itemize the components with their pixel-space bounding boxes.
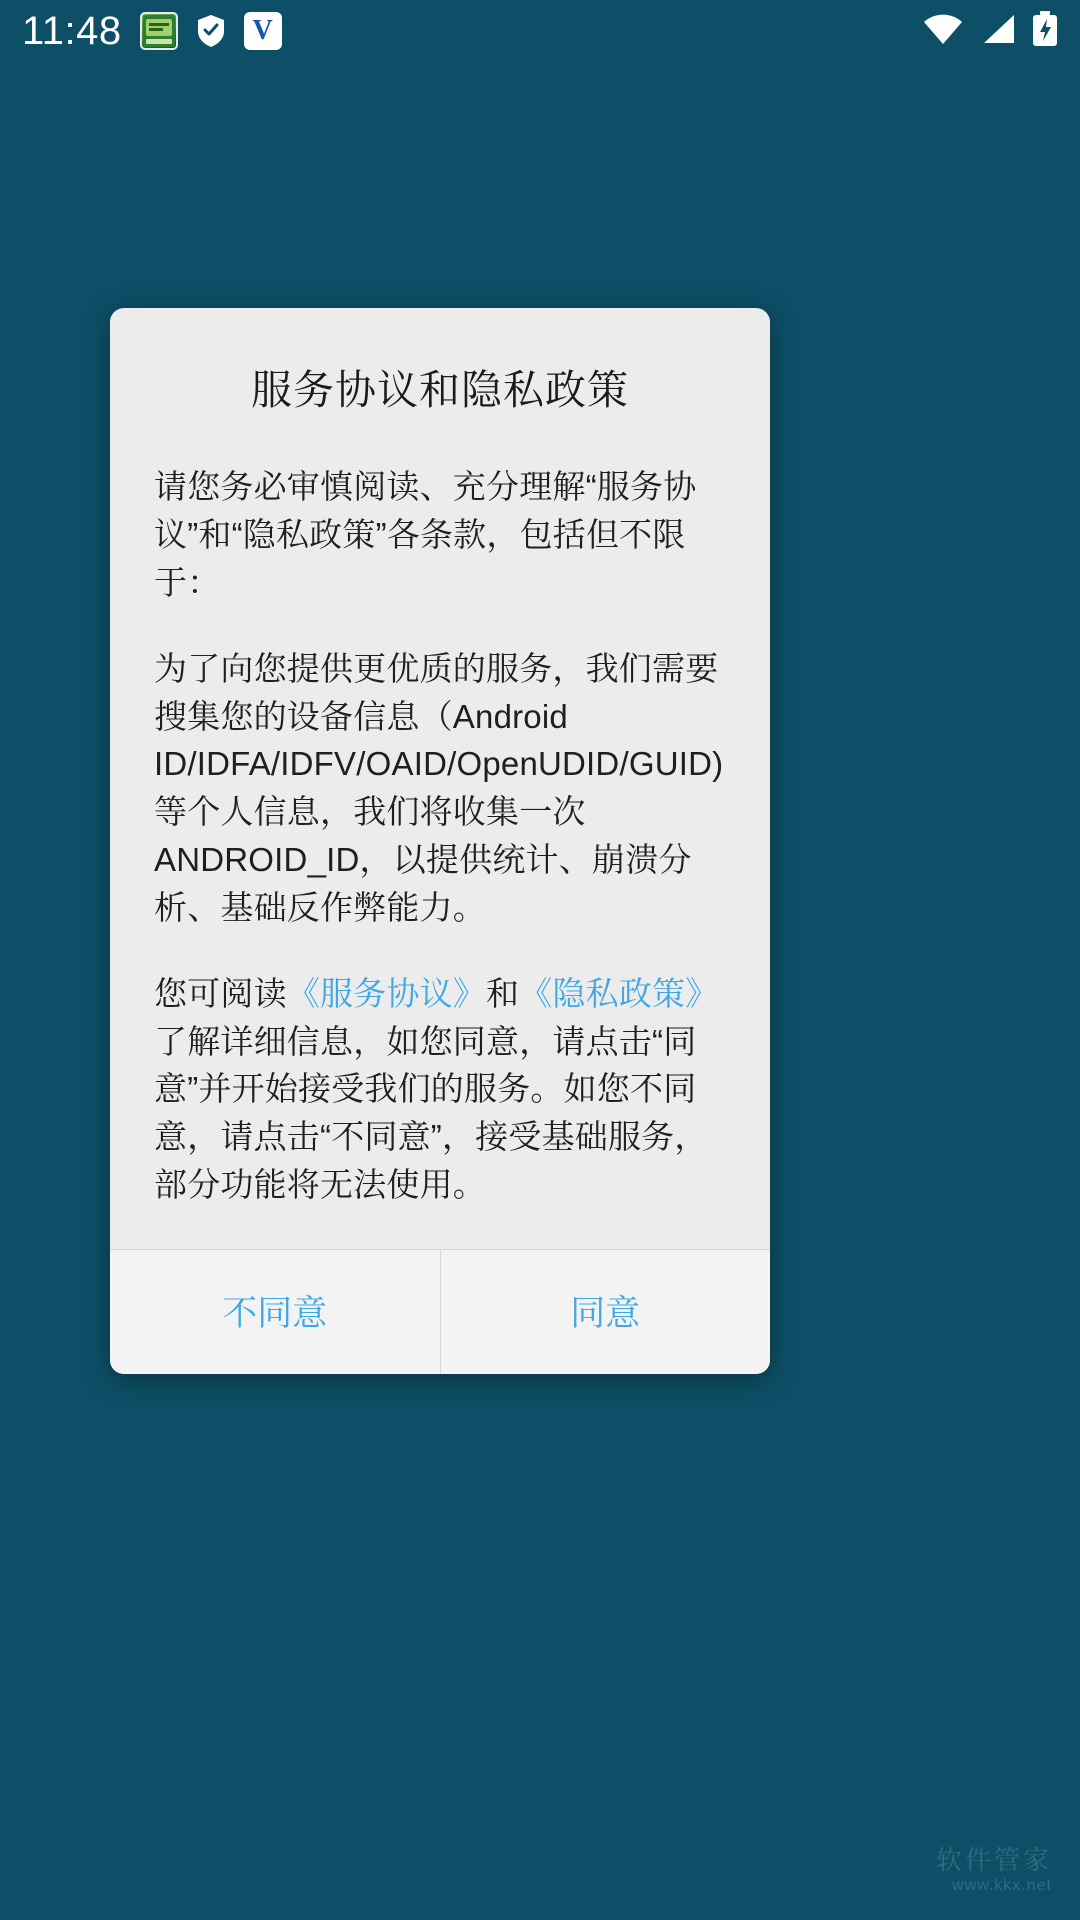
status-clock: 11:48: [22, 9, 122, 53]
paragraph-3-lead: 您可阅读: [154, 974, 287, 1012]
disagree-button[interactable]: 不同意: [110, 1250, 441, 1374]
v-app-icon: V: [244, 12, 282, 50]
privacy-policy-link[interactable]: 《隐私政策》: [519, 974, 719, 1012]
status-bar-system-icons: [922, 11, 1058, 52]
dialog-body: [110, 415, 770, 1249]
dialog-action-bar: [110, 1249, 770, 1374]
privacy-policy-dialog: [110, 308, 770, 1374]
dialog-paragraph-2: 为了向您提供更优质的服务，我们需要搜集您的设备信息（Android ID/IDFA/IDFV/OAID/OpenUDID/GUID)等个人信息，我们将收集一次ANDROID_ID，以提供统计、崩溃分析、基础反作弊能力。: [154, 649, 724, 926]
status-bar: [0, 0, 1080, 62]
watermark-sub-text: www.kkx.net: [952, 1877, 1052, 1894]
paragraph-3-conjunction: 和: [486, 974, 520, 1012]
watermark-main-text: 软件管家: [935, 1844, 1052, 1875]
dialog-paragraph-1: 请您务必审慎阅读、充分理解“服务协议”和“隐私政策”各条款，包括但不限于：: [154, 468, 697, 601]
cellular-signal-icon: [980, 13, 1016, 50]
battery-charging-icon: [1032, 11, 1058, 52]
dialog-title: 服务协议和隐私政策: [251, 367, 629, 413]
status-bar-notification-icons: [140, 12, 282, 50]
dialog-paragraph-3: [154, 970, 726, 1209]
agree-button[interactable]: 同意: [441, 1250, 771, 1374]
service-agreement-link[interactable]: 《服务协议》: [286, 974, 487, 1012]
shield-icon: [196, 14, 226, 48]
app-icon-green: [140, 12, 178, 50]
wifi-icon: [922, 13, 964, 50]
watermark: [936, 1844, 1052, 1897]
paragraph-3-tail: 了解详细信息，如您同意，请点击“同意”并开始接受我们的服务。如您不同意，请点击“不同意”，接受基础服务，部分功能将无法使用。: [154, 1022, 708, 1204]
